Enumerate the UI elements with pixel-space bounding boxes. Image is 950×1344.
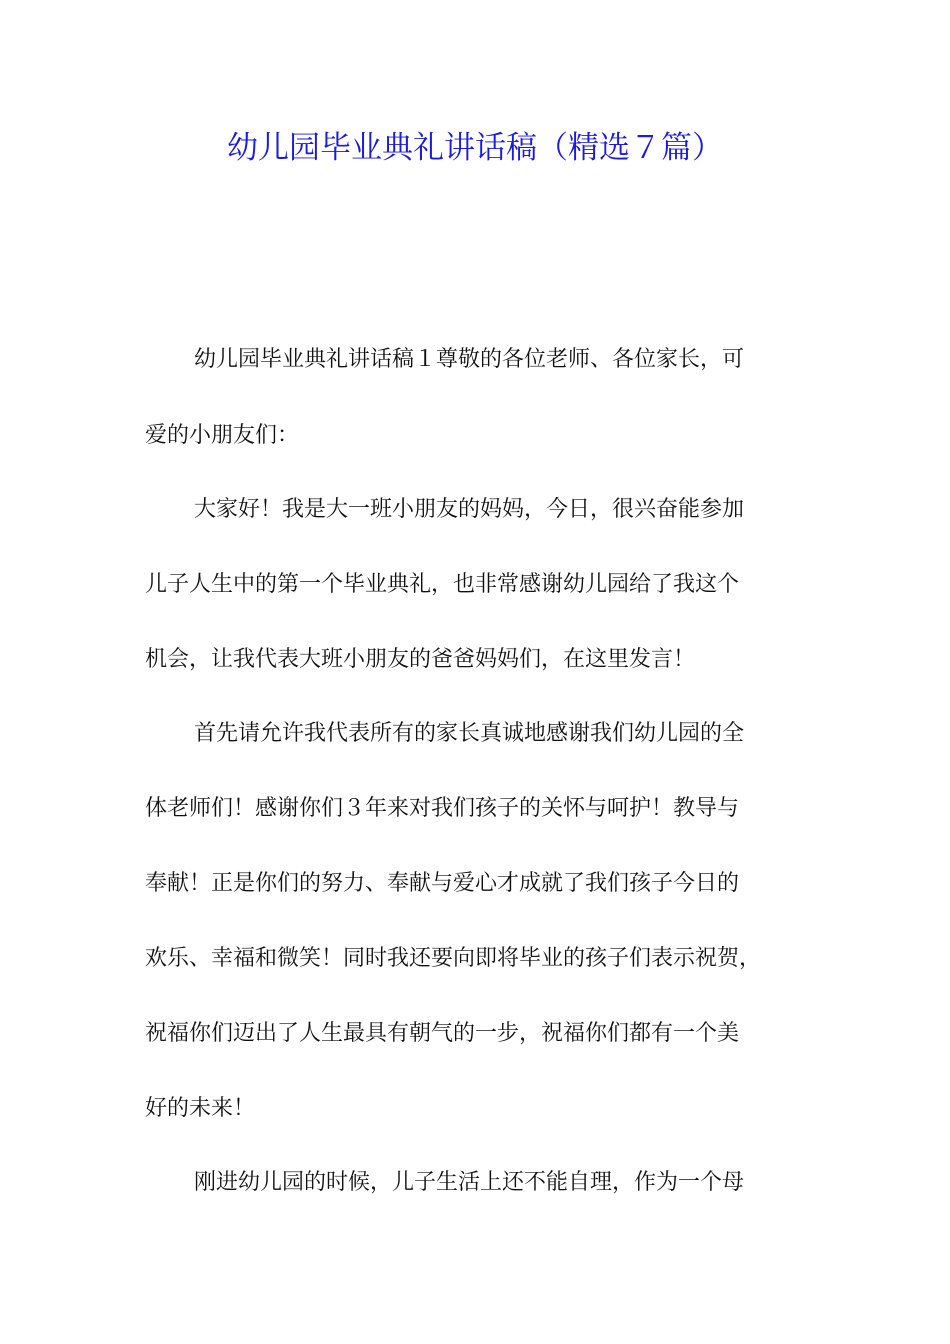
paragraph-line: 奉献！正是你们的努力、奉献与爱心才成就了我们孩子今日的 xyxy=(145,871,740,896)
paragraph-line: 爱的小朋友们： xyxy=(145,423,300,448)
paragraph-line: 体老师们！感谢你们３年来对我们孩子的关怀与呵护！教导与 xyxy=(145,796,740,821)
paragraph-line: 刚进幼儿园的时候，儿子生活上还不能自理，作为一个母 xyxy=(194,1170,745,1195)
paragraph-line: 大家好！我是大一班小朋友的妈妈，今日，很兴奋能参加 xyxy=(194,497,745,522)
paragraph-line: 机会，让我代表大班小朋友的爸爸妈妈们，在这里发言！ xyxy=(145,647,696,672)
paragraph-line: 好的未来！ xyxy=(145,1096,256,1121)
document-title: 幼儿园毕业典礼讲话稿（精选７篇） xyxy=(227,130,723,166)
paragraph-line: 幼儿园毕业典礼讲话稿１尊敬的各位老师、各位家长，可 xyxy=(194,347,745,372)
paragraph-line: 欢乐、幸福和微笑！同时我还要向即将毕业的孩子们表示祝贺， xyxy=(145,946,762,971)
paragraph-line: 首先请允许我代表所有的家长真诚地感谢我们幼儿园的全 xyxy=(194,721,745,746)
paragraph-line: 祝福你们迈出了人生最具有朝气的一步，祝福你们都有一个美 xyxy=(145,1021,740,1046)
paragraph-line: 儿子人生中的第一个毕业典礼，也非常感谢幼儿园给了我这个 xyxy=(145,572,740,597)
